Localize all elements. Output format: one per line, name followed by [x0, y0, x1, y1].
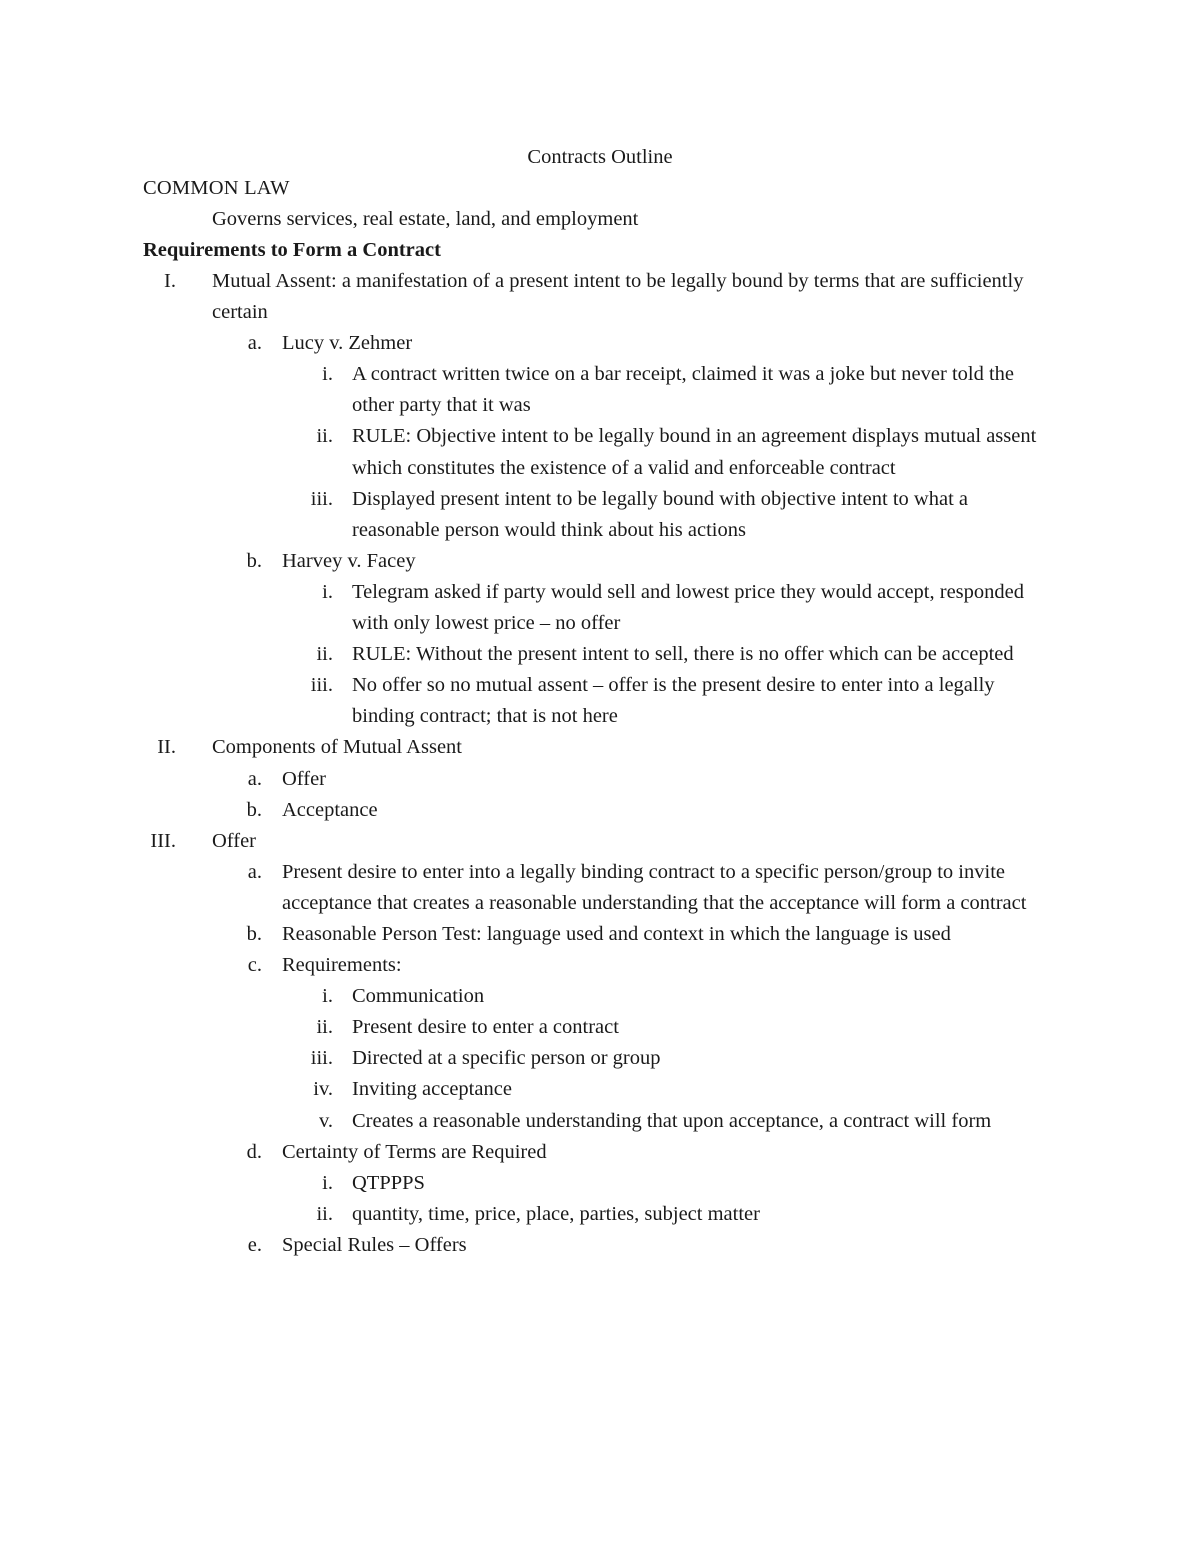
outline-item-level-3 — [0, 1043, 1200, 1074]
heading-common-law: COMMON LAW — [143, 177, 290, 199]
outline-item-level-2 — [0, 764, 1200, 795]
outline-item-level-3 — [0, 670, 1200, 732]
outline-text: quantity, time, price, place, parties, subject matter — [352, 1202, 760, 1225]
outline-text: Displayed present intent to be legally bound with objective intent to what a reasonable person would think about his actions — [352, 487, 968, 541]
outline-marker: I. — [164, 270, 176, 292]
outline-item-level-1 — [0, 826, 1200, 857]
outline-text: Lucy v. Zehmer — [282, 332, 413, 355]
outline-text: Harvey v. Facey — [282, 549, 416, 572]
outline-marker: d. — [246, 1140, 262, 1163]
outline-text: Reasonable Person Test: language used and context in which the language is used — [282, 922, 951, 945]
outline-text: Present desire to enter a contract — [352, 1016, 619, 1039]
common-law-description: Governs services, real estate, land, and employment — [212, 208, 639, 230]
outline-item-level-3 — [0, 484, 1200, 546]
outline-marker: ii. — [316, 643, 333, 666]
outline-item-level-3 — [0, 1074, 1200, 1105]
outline-marker: b. — [246, 549, 262, 572]
outline-item-level-3 — [0, 1168, 1200, 1199]
outline-item-level-2 — [0, 328, 1200, 359]
outline-marker: e. — [247, 1233, 262, 1256]
outline-text: Present desire to enter into a legally binding contract to a specific person/group to invite acceptance that creates a reasonable understanding that the acceptance will form a contract — [282, 860, 1027, 914]
outline-list — [0, 266, 1200, 1261]
heading-requirements: Requirements to Form a Contract — [143, 239, 441, 261]
outline-text: RULE: Objective intent to be legally bound in an agreement displays mutual assent which constitutes the existence of a valid and enforceable contract — [352, 425, 1037, 479]
outline-item-level-2 — [0, 919, 1200, 950]
outline-text: QTPPPS — [352, 1171, 425, 1194]
outline-text: A contract written twice on a bar receipt, claimed it was a joke but never told the other party that it was — [352, 363, 1015, 417]
outline-text: No offer so no mutual assent – offer is the present desire to enter into a legally binding contract; that is not here — [352, 674, 995, 728]
outline-text: Telegram asked if party would sell and lowest price they would accept, responded with only lowest price – no offer — [352, 580, 1024, 635]
outline-item-level-3 — [0, 1012, 1200, 1043]
outline-text: RULE: Without the present intent to sell, there is no offer which can be accepted — [352, 643, 1014, 666]
outline-text: Offer — [212, 829, 257, 852]
outline-text: Mutual Assent: a manifestation of a present intent to be legally bound by terms that are sufficiently certain — [212, 270, 1024, 324]
outline-marker: i. — [322, 580, 333, 603]
document-title: Contracts Outline — [527, 146, 673, 168]
outline-marker: i. — [322, 985, 333, 1008]
outline-item-level-1 — [0, 266, 1200, 328]
outline-item-level-3 — [0, 577, 1200, 639]
outline-marker: iv. — [313, 1078, 333, 1101]
outline-marker: iii. — [310, 1047, 333, 1070]
outline-marker: iii. — [310, 674, 333, 697]
outline-marker: a. — [247, 332, 262, 355]
outline-text: Acceptance — [282, 798, 378, 821]
outline-text: Requirements: — [282, 954, 402, 977]
outline-marker: b. — [246, 922, 262, 945]
outline-marker: III. — [150, 829, 176, 852]
outline-marker: c. — [247, 954, 262, 977]
outline-marker: ii. — [316, 1202, 333, 1225]
outline-item-level-3 — [0, 981, 1200, 1012]
outline-marker: b. — [246, 798, 262, 821]
outline-text: Offer — [282, 767, 327, 790]
outline-item-level-2 — [0, 1137, 1200, 1168]
outline-item-level-3 — [0, 359, 1200, 421]
outline-marker: v. — [318, 1109, 333, 1132]
outline-marker: i. — [322, 363, 333, 386]
outline-item-level-2 — [0, 1230, 1200, 1261]
outline-marker: ii. — [316, 1016, 333, 1039]
outline-text: Communication — [352, 985, 485, 1008]
outline-marker: ii. — [316, 425, 333, 448]
outline-item-level-2 — [0, 950, 1200, 981]
outline-marker: a. — [247, 860, 262, 883]
outline-item-level-3 — [0, 1199, 1200, 1230]
outline-text: Creates a reasonable understanding that upon acceptance, a contract will form — [352, 1109, 992, 1132]
outline-item-level-3 — [0, 421, 1200, 483]
outline-item-level-1 — [0, 732, 1200, 763]
outline-item-level-3 — [0, 1106, 1200, 1137]
outline-marker: II. — [157, 736, 176, 759]
outline-text: Special Rules – Offers — [282, 1233, 467, 1256]
outline-text: Inviting acceptance — [352, 1078, 512, 1101]
outline-text: Directed at a specific person or group — [352, 1047, 661, 1070]
outline-text: Components of Mutual Assent — [212, 736, 462, 759]
outline-item-level-2 — [0, 795, 1200, 826]
outline-marker: a. — [247, 767, 262, 790]
outline-item-level-2 — [0, 546, 1200, 577]
outline-marker: iii. — [310, 487, 333, 510]
outline-item-level-2 — [0, 857, 1200, 919]
outline-item-level-3 — [0, 639, 1200, 670]
outline-text: Certainty of Terms are Required — [282, 1140, 547, 1163]
outline-marker: i. — [322, 1171, 333, 1194]
